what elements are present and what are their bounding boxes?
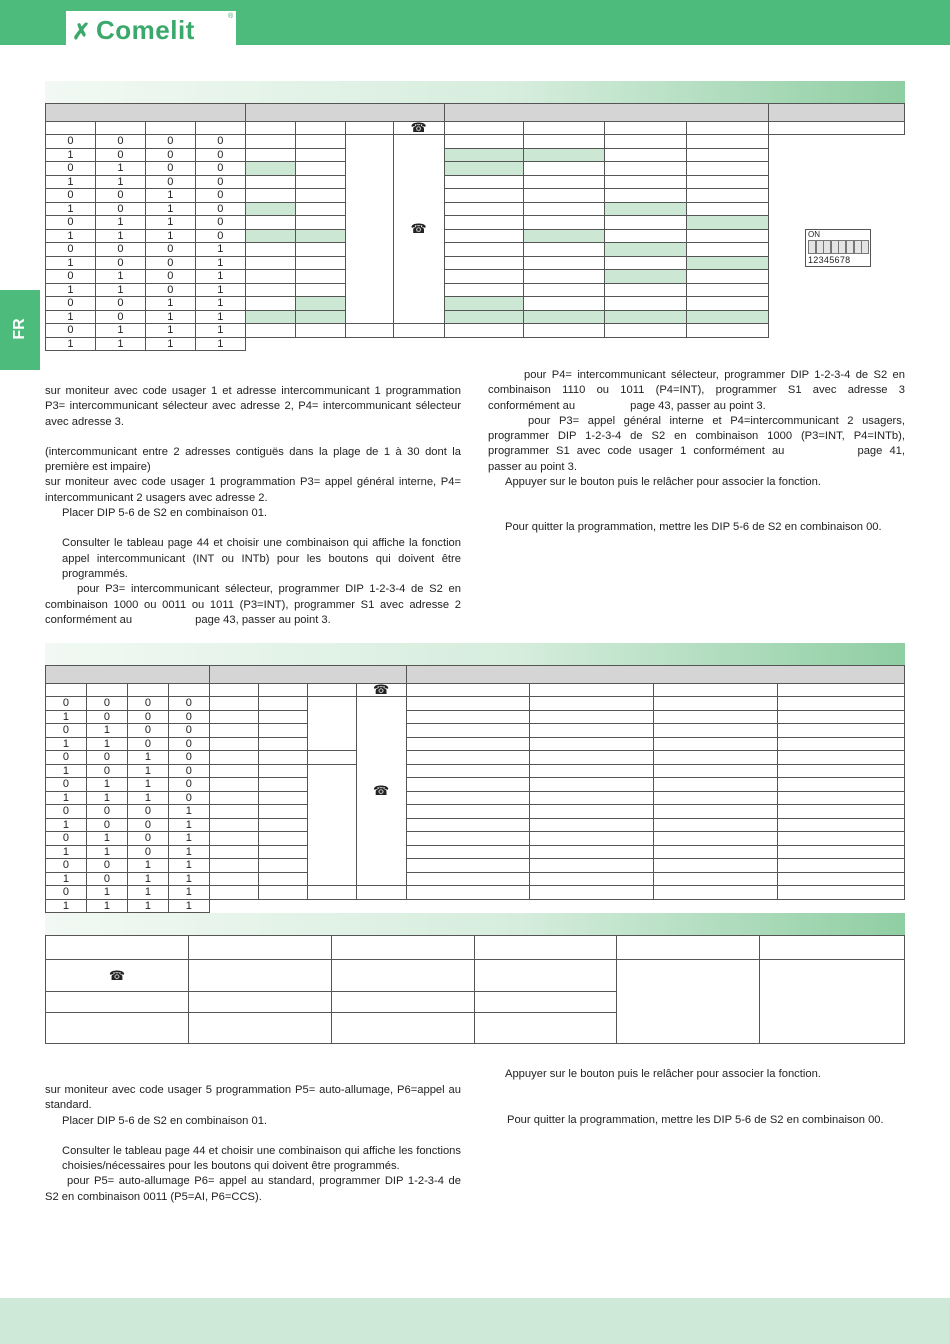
paragraph: Pour quitter la programmation, mettre les DIP 5-6 de S2 en combinaison 00. — [505, 521, 882, 534]
paragraph: page 43, passer au point 3. — [630, 399, 766, 412]
table-row — [46, 697, 905, 711]
dip-value-cell: 0 — [195, 189, 245, 203]
dip-value-cell: 0 — [86, 805, 127, 819]
table-row — [46, 148, 905, 162]
paragraph: page 43, passer au point 3. — [195, 613, 331, 626]
dip-value-cell: 1 — [95, 283, 145, 297]
dip-value-cell: 1 — [46, 818, 87, 832]
dip-value-cell: 0 — [86, 872, 127, 886]
dip-value-cell: 1 — [195, 270, 245, 284]
dip-value-cell: 1 — [168, 899, 209, 913]
paragraph: pour P3= appel général interne et P4=intercommunicant 2 usagers, programmer DIP 1-2-3-4 de S2 en combinaison 1000 (P3=INT, P4=INTb), programmer S1 avec code usager 1 conformément au — [488, 414, 905, 458]
table-row — [46, 778, 905, 792]
dip-value-cell: 1 — [46, 737, 87, 751]
table3 — [45, 935, 905, 1044]
dip-switch-diagram — [805, 229, 871, 267]
dip-value-cell: 0 — [127, 697, 168, 711]
dip-value-cell: 1 — [46, 764, 87, 778]
dip-value-cell: 1 — [46, 337, 96, 351]
dip-value-cell: 0 — [46, 697, 87, 711]
dip-value-cell: 0 — [95, 310, 145, 324]
table-row — [46, 859, 905, 873]
dip-value-cell: 1 — [127, 886, 168, 900]
dip-value-cell: 0 — [46, 270, 96, 284]
dip-value-cell: 0 — [46, 162, 96, 176]
dip-value-cell: 0 — [127, 805, 168, 819]
table1 — [45, 103, 905, 351]
table-row — [46, 805, 905, 819]
text2-right-column — [488, 1067, 905, 1129]
dip-value-cell: 0 — [46, 297, 96, 311]
dip-value-cell: 0 — [168, 764, 209, 778]
dip-value-cell: 1 — [127, 751, 168, 765]
dip-value-cell: 1 — [46, 899, 87, 913]
table-row — [46, 737, 905, 751]
logo-mark-icon: ✗ — [72, 19, 91, 44]
dip-value-cell: 1 — [46, 310, 96, 324]
dip-value-cell: 0 — [86, 818, 127, 832]
table-row — [46, 270, 905, 284]
dip-value-cell: 0 — [95, 256, 145, 270]
table-row — [46, 872, 905, 886]
dip-switch-cell — [769, 122, 905, 135]
dip-value-cell: 0 — [86, 697, 127, 711]
text1-right-column — [488, 368, 905, 536]
dip-value-cell: 1 — [195, 283, 245, 297]
paragraph: sur moniteur avec code usager 5 programmation P5= auto-allumage, P6=appel au standard. — [45, 1084, 461, 1112]
phone-icon: ☎ — [393, 135, 444, 324]
dip-value-cell: 0 — [127, 818, 168, 832]
dip-value-cell: 1 — [195, 310, 245, 324]
brand-logo — [66, 11, 236, 45]
phone-icon: ☎ — [356, 684, 406, 697]
table-row — [46, 297, 905, 311]
table-row — [46, 283, 905, 297]
text1-left-column — [45, 384, 461, 628]
table-row — [46, 202, 905, 216]
dip-value-cell: 1 — [95, 216, 145, 230]
dip-value-cell: 0 — [145, 270, 195, 284]
dip-value-cell: 0 — [127, 737, 168, 751]
dip-value-cell: 1 — [95, 229, 145, 243]
dip-value-cell: 0 — [145, 148, 195, 162]
table-row — [46, 256, 905, 270]
logo-registered: ® — [228, 13, 234, 20]
table2 — [45, 665, 905, 913]
table-row — [46, 751, 905, 765]
paragraph: sur moniteur avec code usager 1 programmation P3= appel général interne, P4= intercommunicant 2 usagers avec adresse 2. — [45, 476, 461, 504]
dip-value-cell: 0 — [195, 162, 245, 176]
table-row — [46, 189, 905, 203]
dip-value-cell: 0 — [145, 175, 195, 189]
dip-value-cell: 0 — [145, 135, 195, 149]
dip-value-cell: 0 — [46, 243, 96, 257]
dip-value-cell: 1 — [127, 899, 168, 913]
dip-value-cell: 1 — [86, 724, 127, 738]
dip-value-cell: 1 — [168, 845, 209, 859]
table-row — [46, 337, 905, 351]
dip-value-cell: 1 — [168, 818, 209, 832]
paragraph: pour P5= auto-allumage P6= appel au standard, programmer DIP 1-2-3-4 de S2 en combinaison 0011 (P5=AI, P6=CCS). — [45, 1175, 461, 1203]
dip-value-cell: 0 — [127, 845, 168, 859]
language-tab: FR — [0, 290, 40, 370]
dip-value-cell: 0 — [168, 697, 209, 711]
dip-value-cell: 0 — [46, 751, 87, 765]
dip-value-cell: 1 — [145, 337, 195, 351]
phone-icon: ☎ — [393, 122, 444, 135]
footer-bar — [0, 1298, 950, 1344]
dip-value-cell: 0 — [95, 243, 145, 257]
paragraph: Pour quitter la programmation, mettre les DIP 5-6 de S2 en combinaison 00. — [507, 1114, 884, 1127]
dip-value-cell: 1 — [95, 162, 145, 176]
dip-value-cell: 0 — [46, 135, 96, 149]
dip-value-cell: 0 — [195, 216, 245, 230]
dip-value-cell: 0 — [127, 832, 168, 846]
dip-value-cell: 0 — [195, 135, 245, 149]
logo-text: Comelit — [96, 15, 195, 45]
dip-value-cell: 0 — [46, 832, 87, 846]
dip-value-cell: 0 — [46, 805, 87, 819]
phone-icon: ☎ — [356, 697, 406, 886]
dip-value-cell: 0 — [95, 297, 145, 311]
table-row — [46, 229, 905, 243]
dip-value-cell: 0 — [95, 148, 145, 162]
dip-value-cell: 1 — [46, 710, 87, 724]
dip-value-cell: 1 — [127, 778, 168, 792]
paragraph: Appuyer sur le bouton puis le relâcher pour associer la fonction. — [505, 476, 821, 489]
table-row — [46, 162, 905, 176]
dip-value-cell: 1 — [127, 791, 168, 805]
dip-value-cell: 1 — [168, 805, 209, 819]
dip-value-cell: 1 — [195, 256, 245, 270]
dip-value-cell: 0 — [95, 189, 145, 203]
dip-value-cell: 1 — [95, 324, 145, 338]
table2-header-band — [45, 643, 905, 665]
dip-value-cell: 1 — [127, 859, 168, 873]
table-row — [46, 135, 905, 149]
dip-value-cell: 0 — [86, 710, 127, 724]
dip-value-cell: 1 — [95, 337, 145, 351]
dip-value-cell: 0 — [145, 283, 195, 297]
dip-value-cell: 1 — [168, 886, 209, 900]
dip-value-cell: 1 — [145, 229, 195, 243]
dip-value-cell: 1 — [145, 202, 195, 216]
dip-value-cell: 1 — [46, 256, 96, 270]
dip-value-cell: 0 — [95, 202, 145, 216]
dip-value-cell: 0 — [145, 243, 195, 257]
dip-value-cell: 1 — [195, 243, 245, 257]
dip-value-cell: 0 — [168, 710, 209, 724]
dip-numbers-label: 12345678 — [808, 255, 851, 265]
dip-value-cell: 0 — [46, 859, 87, 873]
dip-value-cell: 1 — [86, 737, 127, 751]
dip-value-cell: 1 — [195, 337, 245, 351]
dip-value-cell: 1 — [195, 324, 245, 338]
table-row — [46, 710, 905, 724]
dip-value-cell: 1 — [86, 845, 127, 859]
dip-value-cell: 0 — [46, 216, 96, 230]
table1-header-band — [45, 81, 905, 103]
phone-icon: ☎ — [46, 960, 189, 992]
dip-value-cell: 0 — [168, 751, 209, 765]
dip-value-cell: 1 — [86, 899, 127, 913]
dip-value-cell: 0 — [86, 764, 127, 778]
dip-value-cell: 0 — [86, 859, 127, 873]
dip-value-cell: 1 — [46, 872, 87, 886]
dip-value-cell: 0 — [195, 229, 245, 243]
dip-value-cell: 0 — [195, 175, 245, 189]
paragraph: Consulter le tableau page 44 et choisir une combinaison qui affiche les fonctions choisies/nécessaires pour les boutons qui doivent être programmés. — [62, 1144, 461, 1173]
dip-value-cell: 0 — [145, 256, 195, 270]
dip-value-cell: 0 — [168, 791, 209, 805]
paragraph: Consulter le tableau page 44 et choisir une combinaison qui affiche la fonction appel intercommunicant (INT ou INTb) pour les boutons qui doivent être programmés. — [62, 537, 461, 580]
table-row — [46, 175, 905, 189]
dip-value-cell: 0 — [86, 751, 127, 765]
dip-value-cell: 1 — [46, 283, 96, 297]
dip-value-cell: 1 — [95, 270, 145, 284]
dip-value-cell: 0 — [46, 778, 87, 792]
table-row — [46, 724, 905, 738]
table-row — [46, 324, 905, 338]
table-row — [46, 243, 905, 257]
paragraph: pour P4= intercommunicant sélecteur, programmer DIP 1-2-3-4 de S2 en combinaison 1110 ou 1011 (P4=INT), programmer S1 avec adresse 3 conformément au — [488, 369, 905, 412]
table-row — [46, 886, 905, 900]
dip-value-cell: 1 — [127, 872, 168, 886]
dip-value-cell: 1 — [86, 778, 127, 792]
dip-value-cell: 1 — [168, 859, 209, 873]
paragraph: sur moniteur avec code usager 1 et adresse intercommunicant 1 programmation P3= intercommunicant sélecteur avec adresse 2, P4= intercommunicant sélecteur avec adresse 3. — [45, 385, 461, 428]
dip-value-cell: 0 — [46, 886, 87, 900]
dip-value-cell: 1 — [86, 791, 127, 805]
dip-value-cell: 1 — [95, 175, 145, 189]
paragraph: (intercommunicant entre 2 adresses contiguës dans la plage de 1 à 30 dont la première est impaire) — [45, 445, 461, 474]
dip-value-cell: 0 — [95, 135, 145, 149]
table-row — [46, 764, 905, 778]
dip-value-cell: 1 — [145, 324, 195, 338]
dip-on-label: ON — [808, 230, 820, 239]
dip-value-cell: 1 — [145, 189, 195, 203]
table-row — [46, 899, 905, 913]
table-row — [46, 845, 905, 859]
dip-value-cell: 1 — [145, 310, 195, 324]
dip-value-cell: 1 — [46, 175, 96, 189]
dip-value-cell: 1 — [168, 832, 209, 846]
text2-left-column — [45, 1083, 461, 1205]
dip-toggle — [861, 240, 869, 254]
paragraph: pour P3= intercommunicant sélecteur, programmer DIP 1-2-3-4 de S2 en combinaison 1000 ou 0011 ou 1011 (P3=INT), programmer S1 avec adresse 2 conformément au — [45, 583, 461, 626]
dip-value-cell: 0 — [168, 737, 209, 751]
paragraph: Placer DIP 5-6 de S2 en combinaison 01. — [62, 507, 268, 520]
dip-value-cell: 1 — [127, 764, 168, 778]
table-row — [46, 818, 905, 832]
dip-value-cell: 1 — [46, 791, 87, 805]
dip-value-cell: 0 — [195, 202, 245, 216]
table-row — [46, 832, 905, 846]
dip-value-cell: 1 — [46, 202, 96, 216]
dip-value-cell: 0 — [127, 724, 168, 738]
dip-value-cell: 0 — [46, 324, 96, 338]
dip-value-cell: 1 — [168, 872, 209, 886]
dip-value-cell: 0 — [168, 778, 209, 792]
dip-value-cell: 1 — [46, 148, 96, 162]
dip-value-cell: 1 — [86, 886, 127, 900]
paragraph: Appuyer sur le bouton puis le relâcher pour associer la fonction. — [505, 1068, 821, 1080]
paragraph: page 41, passer au point 3. — [488, 445, 905, 473]
dip-value-cell: 0 — [168, 724, 209, 738]
table-row — [46, 216, 905, 230]
dip-value-cell: 1 — [195, 297, 245, 311]
dip-value-cell: 1 — [145, 297, 195, 311]
table-row — [46, 791, 905, 805]
dip-value-cell: 1 — [86, 832, 127, 846]
paragraph: Placer DIP 5-6 de S2 en combinaison 01. — [62, 1114, 268, 1127]
dip-value-cell: 0 — [46, 724, 87, 738]
dip-value-cell: 0 — [127, 710, 168, 724]
dip-value-cell: 0 — [195, 148, 245, 162]
dip-value-cell: 0 — [145, 162, 195, 176]
table3-header-band — [45, 913, 905, 935]
dip-value-cell: 0 — [46, 189, 96, 203]
dip-value-cell: 1 — [46, 845, 87, 859]
table-row — [46, 310, 905, 324]
dip-value-cell: 1 — [46, 229, 96, 243]
dip-value-cell: 1 — [145, 216, 195, 230]
